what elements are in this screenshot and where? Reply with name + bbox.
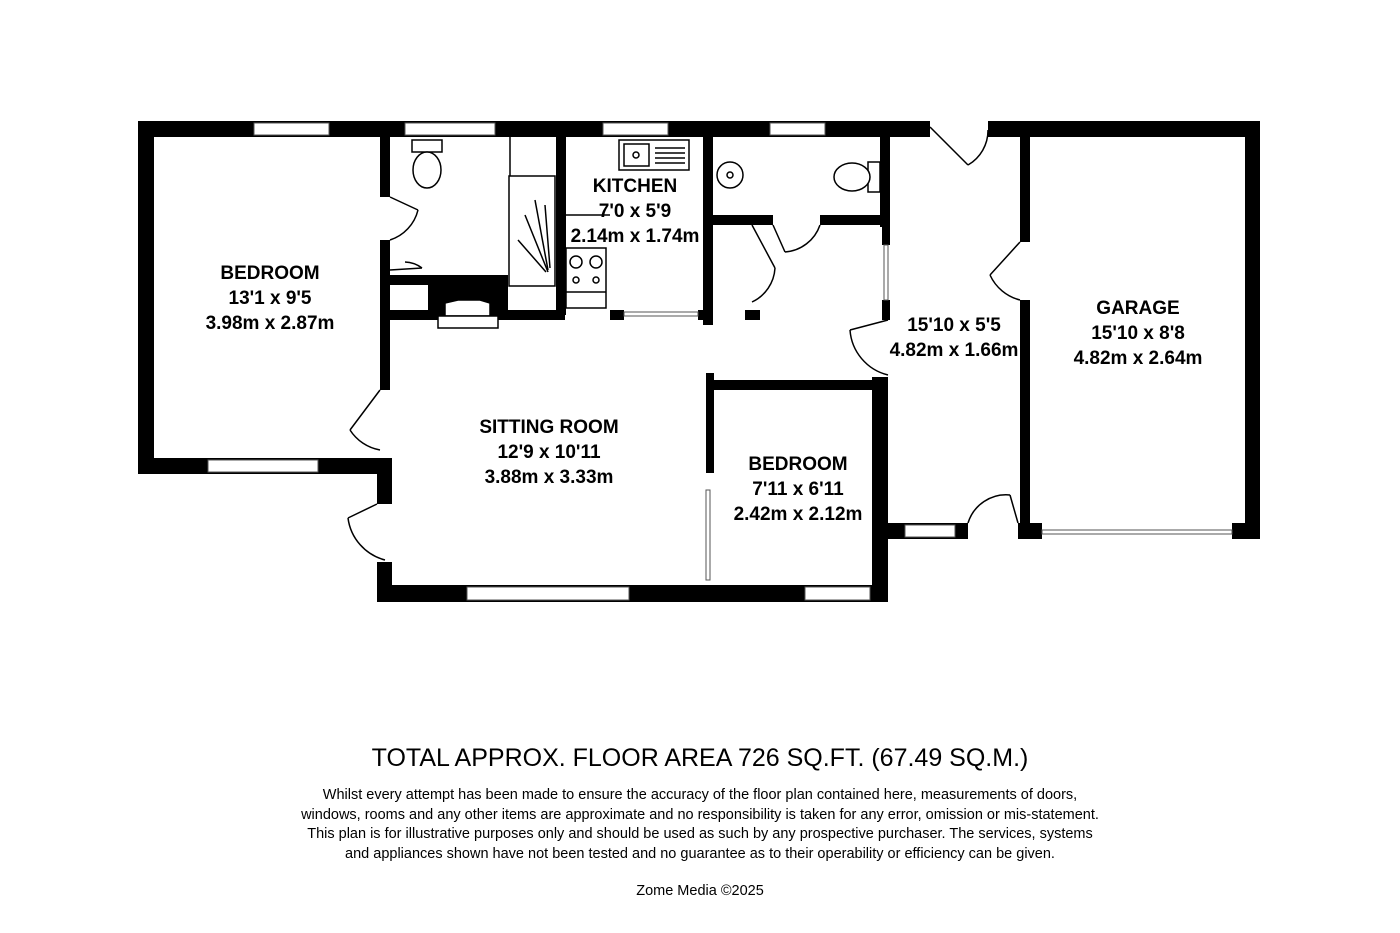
door bbox=[990, 242, 1020, 300]
room-imperial: 7'11 x 6'11 bbox=[752, 479, 844, 500]
door bbox=[350, 390, 380, 450]
door bbox=[390, 197, 418, 240]
room-hall bbox=[890, 315, 1019, 361]
room-garage bbox=[1074, 298, 1203, 369]
room-imperial: 15'10 x 5'5 bbox=[907, 315, 1001, 336]
bath-icon bbox=[509, 137, 555, 286]
door bbox=[968, 495, 1018, 523]
room-metric: 4.82m x 1.66m bbox=[889, 340, 1019, 361]
window bbox=[905, 525, 955, 537]
room-name: GARAGE bbox=[1096, 298, 1180, 319]
total-floor-area: TOTAL APPROX. FLOOR AREA 726 SQ.FT. (67.49 SQ.M.) bbox=[371, 744, 1029, 772]
room-bedroom-1 bbox=[206, 263, 335, 334]
room-metric: 3.88m x 3.33m bbox=[484, 467, 614, 488]
room-name: BEDROOM bbox=[748, 454, 848, 475]
door bbox=[390, 262, 422, 270]
toilet-icon bbox=[412, 140, 442, 188]
window bbox=[805, 587, 870, 600]
room-name: BEDROOM bbox=[220, 263, 320, 284]
disclaimer: Whilst every attempt has been made to ensure the accuracy of the floor plan contained here, measurements of doors, windows, rooms and any other items are approximate and no responsibility is taken for any error, omission or mis-statement. This plan is for illustrative purposes only and should be used as such by any prospective purchaser. The services, systems and appliances shown have not been tested and no guarantee as to their operability or efficiency can be given. bbox=[301, 787, 1099, 862]
room-imperial: 15'10 x 8'8 bbox=[1091, 323, 1185, 344]
front-door bbox=[930, 127, 988, 165]
door bbox=[850, 320, 888, 375]
window bbox=[208, 460, 318, 472]
room-name: KITCHEN bbox=[592, 176, 678, 197]
room-metric: 2.42m x 2.12m bbox=[733, 504, 863, 525]
window bbox=[467, 587, 629, 600]
hob-icon bbox=[566, 248, 606, 308]
room-metric: 3.98m x 2.87m bbox=[205, 313, 335, 334]
room-imperial: 7'0 x 5'9 bbox=[598, 201, 672, 222]
room-name: SITTING ROOM bbox=[479, 417, 619, 438]
door bbox=[752, 225, 775, 302]
garage-door bbox=[1042, 530, 1232, 534]
sink-icon bbox=[619, 140, 689, 170]
window bbox=[254, 123, 329, 135]
sliding-door bbox=[706, 490, 710, 580]
window bbox=[770, 123, 825, 135]
window bbox=[884, 245, 888, 300]
room-bedroom-2 bbox=[734, 454, 863, 525]
room-metric: 4.82m x 2.64m bbox=[1073, 348, 1203, 369]
room-kitchen bbox=[571, 176, 700, 247]
basin-icon bbox=[717, 162, 743, 188]
door bbox=[348, 504, 385, 560]
toilet-icon bbox=[834, 162, 880, 192]
room-imperial: 13'1 x 9'5 bbox=[228, 288, 312, 309]
window bbox=[603, 123, 668, 135]
room-metric: 2.14m x 1.74m bbox=[570, 226, 700, 247]
window bbox=[624, 312, 698, 316]
door bbox=[773, 225, 820, 252]
credit: Zome Media ©2025 bbox=[636, 883, 764, 899]
window bbox=[405, 123, 495, 135]
fireplace-icon bbox=[438, 300, 498, 328]
room-sitting-room bbox=[479, 417, 618, 488]
room-imperial: 12'9 x 10'11 bbox=[497, 442, 601, 463]
